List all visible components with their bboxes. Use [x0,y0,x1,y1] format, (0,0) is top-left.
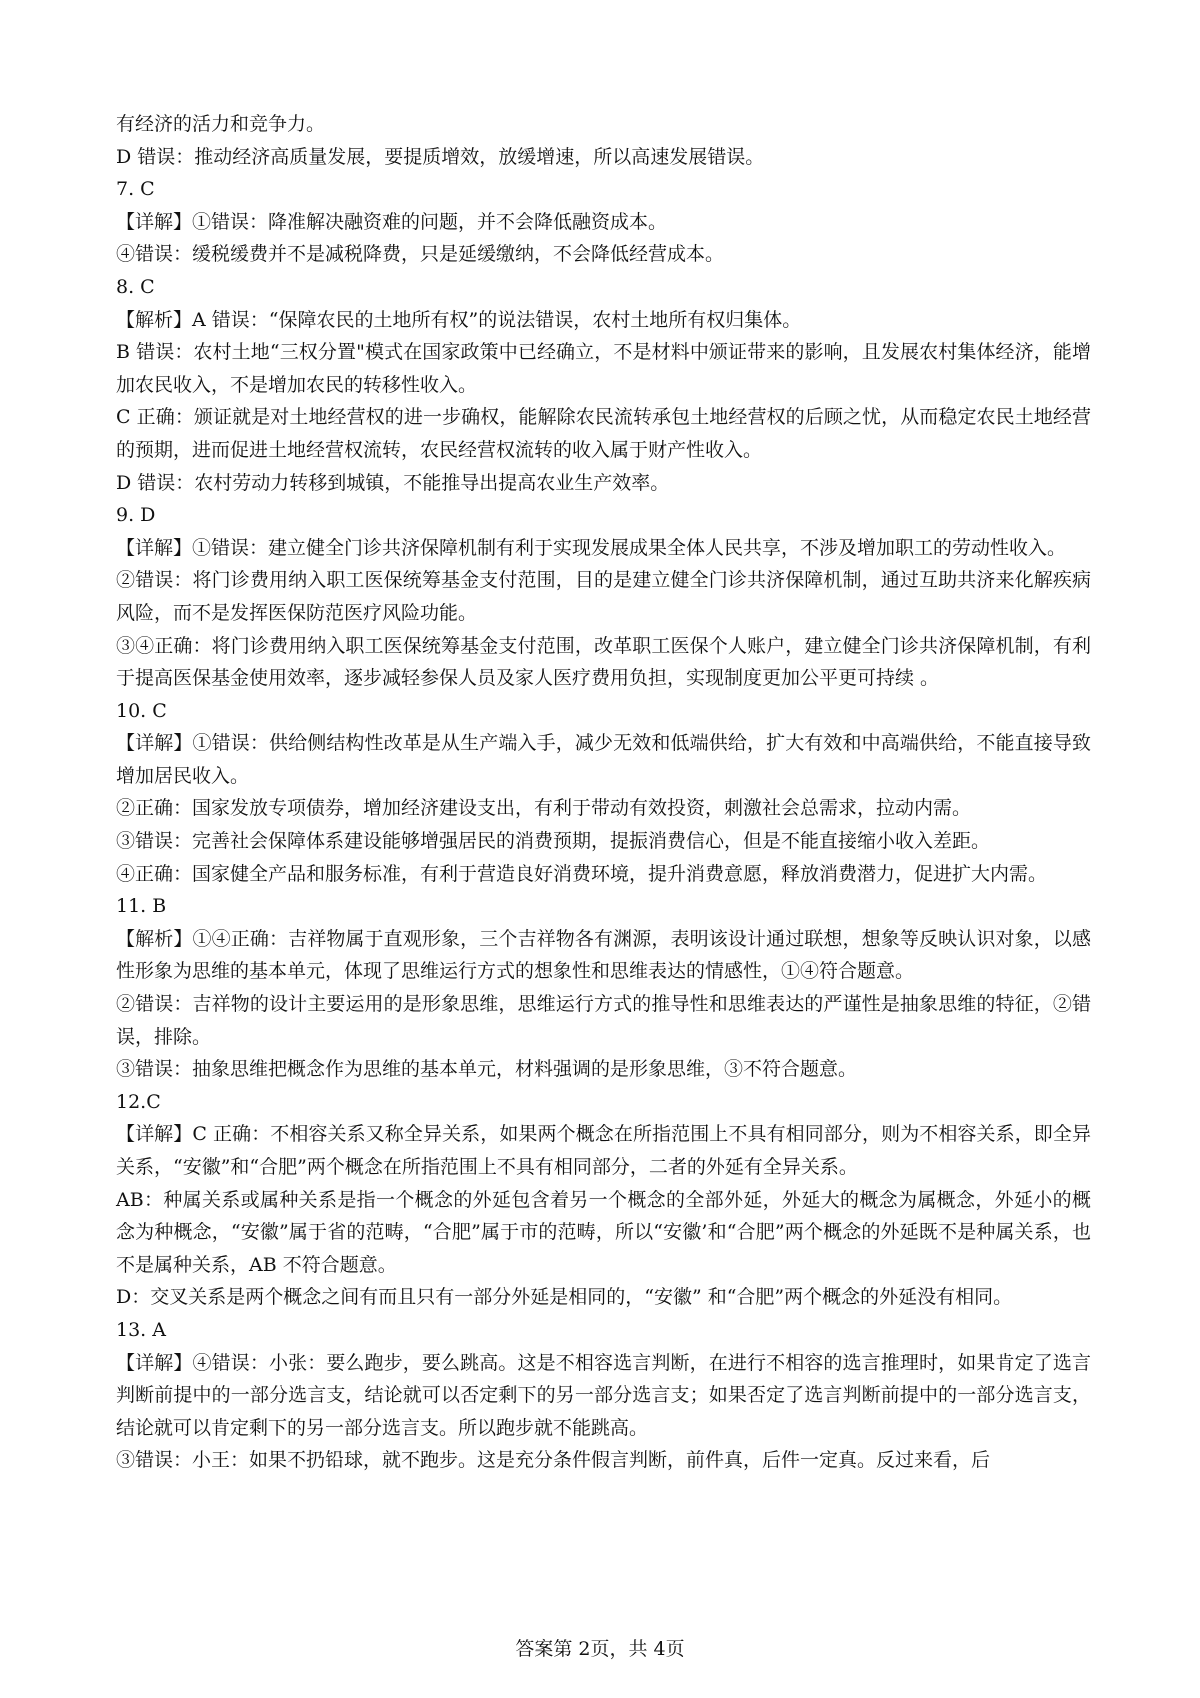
paragraph: D 错误：推动经济高质量发展，要提质增效，放缓增速，所以高速发展错误。 [116,145,765,168]
paragraph: 【详解】①错误：供给侧结构性改革是从生产端入手，减少无效和低端供给，扩大有效和中高端供给，不能直接导致增加居民收入。 [116,732,1091,787]
paragraph: ③④正确：将门诊费用纳入职工医保统筹基金支付范围，改革职工医保个人账户，建立健全门诊共济保障机制，有利于提高医保基金使用效率，逐步减轻参保人员及家人医疗费用负担，实现制度更加公平更可持续 。 [116,634,1091,690]
paragraph: ②错误：吉祥物的设计主要运用的是形象思维，思维运行方式的推导性和思维表达的严谨性是抽象思维的特征，②错误，排除。 [116,993,1091,1048]
question-number: 12.C [116,1090,161,1113]
paragraph: ③错误：完善社会保障体系建设能够增强居民的消费预期，提振消费信心，但是不能直接缩小收入差距。 [116,830,991,853]
paragraph: ②正确：国家发放专项债券，增加经济建设支出，有利于带动有效投资，刺激社会总需求，拉动内需。 [116,797,972,820]
answer-text [116,108,1091,1477]
paragraph: ③错误：抽象思维把概念作为思维的基本单元，材料强调的是形象思维，③不符合题意。 [116,1058,858,1081]
paragraph: ④错误：缓税缓费并不是减税降费，只是延缓缴纳，不会降低经营成本。 [116,243,725,266]
paragraph: C 正确：颁证就是对土地经营权的进一步确权，能解除农民流转承包土地经营权的后顾之忧，从而稳定农民土地经营的预期，进而促进土地经营权流转，农民经营权流转的收入属于财产性收入。 [116,406,1091,461]
paragraph: 【详解】①错误：建立健全门诊共济保障机制有利于实现发展成果全体人民共享，不涉及增加职工的劳动性收入。 [116,536,1067,559]
paragraph: 【解析】①④正确：吉祥物属于直观形象，三个吉祥物各有渊源，表明该设计通过联想，想象等反映认识对象，以感性形象为思维的基本单元，体现了思维运行方式的想象性和思维表达的情感性，①④符合题意。 [116,927,1091,983]
paragraph: 有经济的活力和竞争力。 [116,113,326,135]
question-number: 13. A [116,1318,166,1341]
paragraph: 【详解】①错误：降准解决融资难的问题，并不会降低融资成本。 [116,210,668,233]
question-number: 7. C [116,178,155,201]
question-number: 11. B [116,895,167,918]
question-number: 9. D [116,504,156,527]
paragraph: ③错误：小王：如果不扔铅球，就不跑步。这是充分条件假言判断，前件真，后件一定真。反过来看，后 [116,1449,991,1472]
paragraph: AB：种属关系或属种关系是指一个概念的外延包含着另一个概念的全部外延，外延大的概念为属概念，外延小的概念为种概念，“安徽”属于省的范畴，“合肥”属于市的范畴，所以“安徽’和“合肥”两个概念的外延既不是种属关系，也不是属种关系，AB 不符合题意。 [116,1188,1091,1276]
paragraph: D 错误：农村劳动力转移到城镇，不能推导出提高农业生产效率。 [116,471,670,494]
question-number: 10. C [116,699,167,722]
paragraph: D：交叉关系是两个概念之间有而且只有一部分外延是相同的，“安徽” 和“合肥”两个概念的外延没有相同。 [116,1286,1013,1309]
question-number: 8. C [116,275,155,298]
page-footer: 答案第 2页，共 4页 [515,1638,685,1660]
paragraph: 【解析】A 错误：“保障农民的土地所有权”的说法错误，农村土地所有权归集体。 [116,308,802,331]
paragraph: B 错误：农村土地“三权分置"模式在国家政策中已经确立，不是材料中颁证带来的影响，且发展农村集体经济，能增加农民收入，不是增加农民的转移性收入。 [116,341,1091,396]
paragraph: 【详解】④错误：小张：要么跑步，要么跳高。这是不相容选言判断，在进行不相容的选言推理时，如果肯定了选言判断前提中的一部分选言支，结论就可以否定剩下的另一部分选言支；如果否定了选言判断前提中的一部分选言支，结论就可以肯定剩下的另一部分选言支。所以跑步就不能跳高。 [116,1351,1091,1439]
paragraph: ④正确：国家健全产品和服务标准，有利于营造良好消费环境，提升消费意愿，释放消费潜力，促进扩大内需。 [116,862,1048,885]
paragraph: 【详解】C 正确：不相容关系又称全异关系，如果两个概念在所指范围上不具有相同部分，则为不相容关系，即全异关系，“安徽”和“合肥”两个概念在所指范围上不具有相同部分，二者的外延有全异关系。 [116,1123,1091,1178]
paragraph: ②错误：将门诊费用纳入职工医保统筹基金支付范围，目的是建立健全门诊共济保障机制，通过互助共济来化解疾病风险，而不是发挥医保防范医疗风险功能。 [116,569,1091,624]
